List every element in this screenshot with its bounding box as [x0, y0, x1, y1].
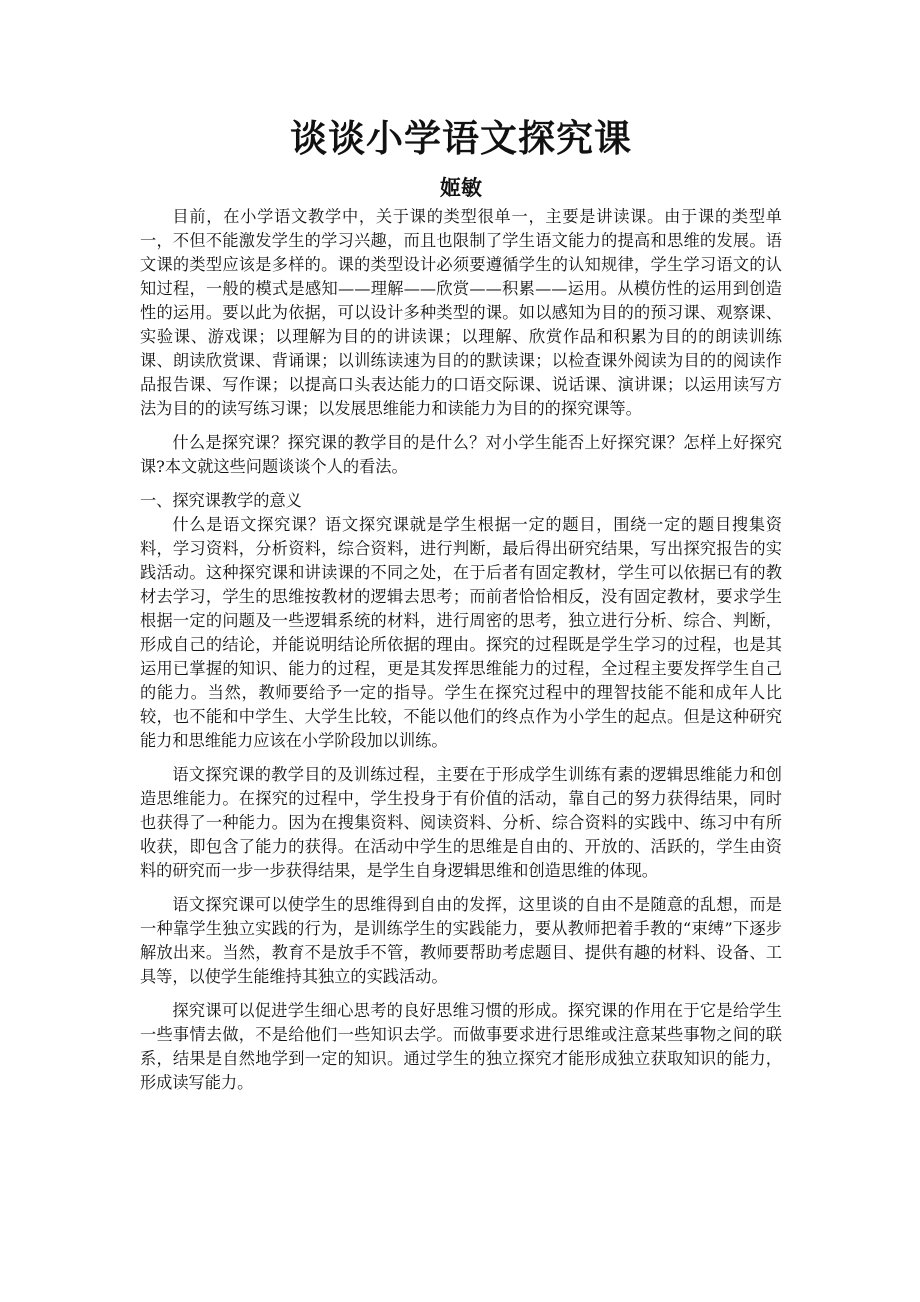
section-heading-1: 一、探究课教学的意义 [140, 491, 302, 510]
document-title: 谈谈小学语文探究课 [290, 116, 632, 160]
section1-paragraph-1: 什么是语文探究课？语文探究课就是学生根据一定的题目，围绕一定的题目搜集资料，学习资料，分析资料，综合资料，进行判断，最后得出研究结果，写出探究报告的实践活动。这种探究课和讲读课的不同之处，在于后者有固定教材，学生可以依据已有的教材去学习，学生的思维按教材的逻辑去思考；而前者恰恰相反，没有固定教材，要求学生根据一定的问题及一些逻辑系统的材料，进行周密的思考，独立进行分析、综合、判断，形成自己的结论，并能说明结论所依据的理由。探究的过程既是学生学习的过程，也是其运用已掌握的知识、能力的过程，更是其发挥思维能力的过程，全过程主要发挥学生自己的能力。当然，教师要给予一定的指导。学生在探究过程中的理智技能不能和成年人比较，也不能和中学生、大学生比较，不能以他们的终点作为小学生的起点。但是这种研究能力和思维能力应该在小学阶段加以训练。 [140, 515, 782, 750]
intro-paragraph-1: 目前，在小学语文教学中，关于课的类型很单一，主要是讲读课。由于课的类型单一，不但不能激发学生的学习兴趣，而且也限制了学生语文能力的提高和思维的发展。语文课的类型应该是多样的。课的类型设计必须要遵循学生的认知规律，学生学习语文的认知过程，一般的模式是感知——理解——欣赏——积累——运用。从模仿性的运用到创造性的运用。要以此为依据，可以设计多种类型的课。如以感知为目的的预习课、观察课、实验课、游戏课；以理解为目的的讲读课；以理解、欣赏作品和积累为目的的朗读训练课、朗读欣赏课、背诵课；以训练读速为目的的默读课；以检查课外阅读为目的的阅读作品报告课、写作课；以提高口头表达能力的口语交际课、说话课、演讲课；以运用读写方法为目的的读写练习课；以发展思维能力和读能力为目的的探究课等。 [140, 207, 782, 418]
section1-paragraph-4: 探究课可以促进学生细心思考的良好思维习惯的形成。探究课的作用在于它是给学生一些事情去做，不是给他们一些知识去学。而做事要求进行思维或注意某些事物之间的联系，结果是自然地学到一定的知识。通过学生的独立探究才能形成独立获取知识的能力，形成读写能力。 [140, 1001, 782, 1092]
intro-paragraph-2: 什么是探究课？探究课的教学目的是什么？对小学生能否上好探究课？怎样上好探究课?本文就这些问题谈谈个人的看法。 [140, 433, 782, 476]
document-author: 姬敏 [440, 175, 482, 200]
document-body [140, 112, 782, 1095]
section1-paragraph-3: 语文探究课可以使学生的思维得到自由的发挥，这里谈的自由不是随意的乱想，而是一种靠学生独立实践的行为，是训练学生的实践能力，要从教师把着手教的“束缚”下逐步解放出来。当然，教育不是放手不管，教师要帮助考虑题目、提供有趣的材料、设备、工具等，以使学生能维持其独立的实践活动。 [140, 895, 782, 986]
section1-paragraph-2: 语文探究课的教学目的及训练过程，主要在于形成学生训练有素的逻辑思维能力和创造思维能力。在探究的过程中，学生投身于有价值的活动，靠自己的努力获得结果，同时也获得了一种能力。因为在搜集资料、阅读资料、分析、综合资料的实践中、练习中有所收获，即包含了能力的获得。在活动中学生的思维是自由的、开放的、活跃的，学生由资料的研究而一步一步获得结果，是学生自身逻辑思维和创造思维的体现。 [140, 765, 782, 880]
